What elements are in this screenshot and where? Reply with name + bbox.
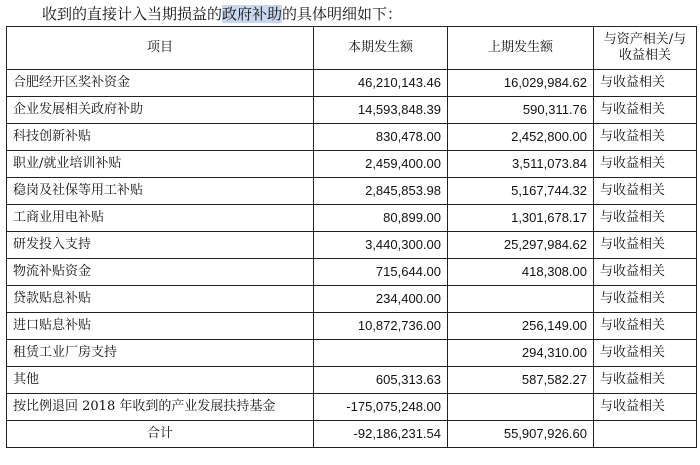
row-related-type: 与收益相关 bbox=[594, 313, 697, 340]
row-related-type: 与收益相关 bbox=[594, 151, 697, 178]
row-current-amount: 3,440,300.00 bbox=[314, 232, 448, 259]
table-header-row bbox=[7, 27, 697, 70]
row-previous-amount: 2,452,800.00 bbox=[448, 124, 594, 151]
row-current-amount: 605,313.63 bbox=[314, 367, 448, 394]
row-related-type: 与收益相关 bbox=[594, 286, 697, 313]
row-item-name: 其他 bbox=[7, 367, 314, 394]
table-row bbox=[7, 259, 697, 286]
row-previous-amount: 294,310.00 bbox=[448, 340, 594, 367]
row-related-type: 与收益相关 bbox=[594, 232, 697, 259]
row-item-name: 进口贴息补贴 bbox=[7, 313, 314, 340]
header-current-period: 本期发生额 bbox=[314, 27, 448, 70]
table-row bbox=[7, 340, 697, 367]
row-current-amount: 715,644.00 bbox=[314, 259, 448, 286]
row-current-amount: 2,845,853.98 bbox=[314, 178, 448, 205]
header-related-type-line2: 收益相关 bbox=[618, 48, 671, 63]
table-row bbox=[7, 70, 697, 97]
table-row bbox=[7, 124, 697, 151]
table-row bbox=[7, 367, 697, 394]
row-current-amount: 830,478.00 bbox=[314, 124, 448, 151]
table-row bbox=[7, 97, 697, 124]
row-previous-amount: 418,308.00 bbox=[448, 259, 594, 286]
row-current-amount: -175,075,248.00 bbox=[314, 394, 448, 421]
table-total-row bbox=[7, 421, 697, 448]
row-item-name: 工商业用电补贴 bbox=[7, 205, 314, 232]
header-related-type bbox=[594, 27, 697, 70]
header-previous-period: 上期发生额 bbox=[448, 27, 594, 70]
row-previous-amount: 3,511,073.84 bbox=[448, 151, 594, 178]
row-item-name: 贷款贴息补贴 bbox=[7, 286, 314, 313]
header-item: 项目 bbox=[7, 27, 314, 70]
total-related-type bbox=[594, 421, 697, 448]
row-item-name: 租赁工业厂房支持 bbox=[7, 340, 314, 367]
row-related-type: 与收益相关 bbox=[594, 124, 697, 151]
table-row bbox=[7, 313, 697, 340]
row-item-name: 企业发展相关政府补助 bbox=[7, 97, 314, 124]
table-row bbox=[7, 232, 697, 259]
row-current-amount bbox=[314, 340, 448, 367]
row-item-name: 科技创新补贴 bbox=[7, 124, 314, 151]
row-item-name: 职业/就业培训补贴 bbox=[7, 151, 314, 178]
row-previous-amount: 590,311.76 bbox=[448, 97, 594, 124]
table-row bbox=[7, 178, 697, 205]
row-item-name: 按比例退回 2018 年收到的产业发展扶持基金 bbox=[7, 394, 314, 421]
row-related-type: 与收益相关 bbox=[594, 97, 697, 124]
row-current-amount: 234,400.00 bbox=[314, 286, 448, 313]
total-current-amount: -92,186,231.54 bbox=[314, 421, 448, 448]
row-related-type: 与收益相关 bbox=[594, 259, 697, 286]
row-item-name: 合肥经开区奖补资金 bbox=[7, 70, 314, 97]
row-related-type: 与收益相关 bbox=[594, 70, 697, 97]
total-previous-amount: 55,907,926.60 bbox=[448, 421, 594, 448]
row-previous-amount: 256,149.00 bbox=[448, 313, 594, 340]
table-body bbox=[7, 70, 697, 448]
row-related-type: 与收益相关 bbox=[594, 367, 697, 394]
total-label: 合计 bbox=[7, 421, 314, 448]
row-related-type: 与收益相关 bbox=[594, 178, 697, 205]
row-previous-amount: 587,582.27 bbox=[448, 367, 594, 394]
row-related-type: 与收益相关 bbox=[594, 394, 697, 421]
row-current-amount: 80,899.00 bbox=[314, 205, 448, 232]
row-previous-amount: 1,301,678.17 bbox=[448, 205, 594, 232]
intro-text-after: 的具体明细如下： bbox=[282, 5, 403, 23]
row-item-name: 物流补贴资金 bbox=[7, 259, 314, 286]
row-current-amount: 14,593,848.39 bbox=[314, 97, 448, 124]
government-subsidy-table bbox=[6, 26, 697, 448]
row-related-type: 与收益相关 bbox=[594, 205, 697, 232]
row-previous-amount bbox=[448, 394, 594, 421]
table-row bbox=[7, 286, 697, 313]
row-item-name: 稳岗及社保等用工补贴 bbox=[7, 178, 314, 205]
table-row bbox=[7, 205, 697, 232]
row-previous-amount bbox=[448, 286, 594, 313]
table-row bbox=[7, 151, 697, 178]
row-current-amount: 10,872,736.00 bbox=[314, 313, 448, 340]
table-row bbox=[7, 394, 697, 421]
intro-sentence bbox=[42, 2, 402, 26]
row-current-amount: 46,210,143.46 bbox=[314, 70, 448, 97]
intro-text-before: 收到的直接计入当期损益的 bbox=[42, 5, 223, 23]
row-previous-amount: 5,167,744.32 bbox=[448, 178, 594, 205]
row-previous-amount: 16,029,984.62 bbox=[448, 70, 594, 97]
row-item-name: 研发投入支持 bbox=[7, 232, 314, 259]
row-current-amount: 2,459,400.00 bbox=[314, 151, 448, 178]
row-previous-amount: 25,297,984.62 bbox=[448, 232, 594, 259]
row-related-type: 与收益相关 bbox=[594, 340, 697, 367]
intro-highlighted-term: 政府补助 bbox=[222, 5, 283, 23]
header-related-type-line1: 与资产相关/与 bbox=[603, 32, 687, 47]
